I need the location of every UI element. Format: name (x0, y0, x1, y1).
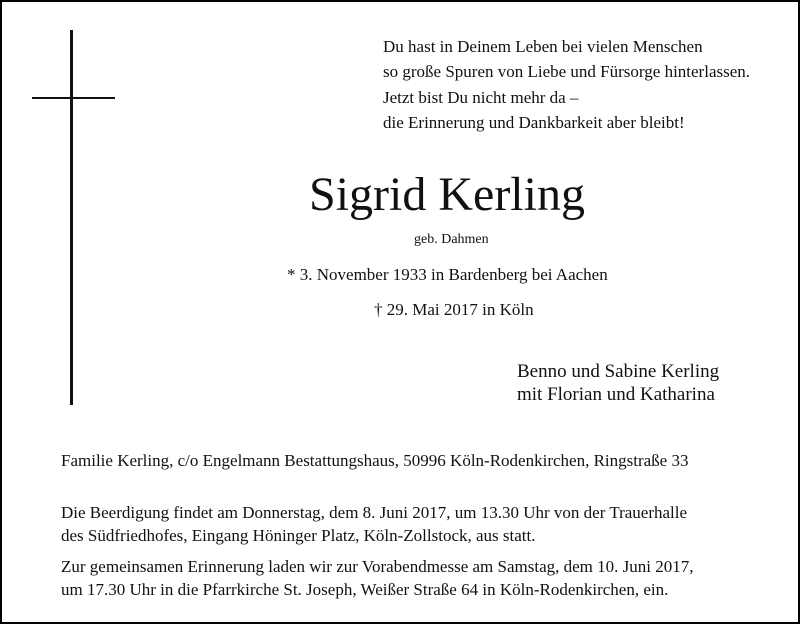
maiden-name: geb. Dahmen (414, 232, 489, 247)
memorial-mass-details (61, 555, 693, 601)
funeral-details (61, 501, 687, 547)
mourners-line: mit Florian und Katharina (517, 384, 715, 405)
mourners-block (517, 360, 719, 406)
cross-vertical-bar (70, 30, 73, 405)
verse-line: Jetzt bist Du nicht mehr da – (383, 87, 579, 107)
mourners-line: Benno und Sabine Kerling (517, 361, 720, 382)
funeral-line: Die Beerdigung findet am Donnerstag, dem 8. Juni 2017, um 13.30 Uhr von der Trauerhalle (61, 503, 688, 522)
memorial-verse (383, 34, 750, 135)
mass-line: Zur gemeinsamen Erinnerung laden wir zur Vorabendmesse am Samstag, dem 10. Juni 2017, (61, 557, 694, 576)
mass-line: um 17.30 Uhr in die Pfarrkirche St. Joseph, Weißer Straße 64 in Köln-Rodenkirchen, ein. (61, 580, 669, 599)
deceased-name: Sigrid Kerling (309, 168, 585, 221)
funeral-line: des Südfriedhofes, Eingang Höninger Platz, Köln-Zollstock, aus statt. (61, 526, 536, 545)
verse-line: so große Spuren von Liebe und Fürsorge hinterlassen. (383, 62, 751, 82)
verse-line: Du hast in Deinem Leben bei vielen Menschen (383, 37, 703, 56)
birth-date: * 3. November 1933 in Bardenberg bei Aachen (287, 265, 608, 284)
cross-horizontal-bar (32, 97, 115, 99)
family-address: Familie Kerling, c/o Engelmann Bestattungshaus, 50996 Köln-Rodenkirchen, Ringstraße 33 (61, 451, 689, 470)
verse-line: die Erinnerung und Dankbarkeit aber bleibt! (383, 112, 685, 132)
death-date: † 29. Mai 2017 in Köln (374, 300, 534, 319)
